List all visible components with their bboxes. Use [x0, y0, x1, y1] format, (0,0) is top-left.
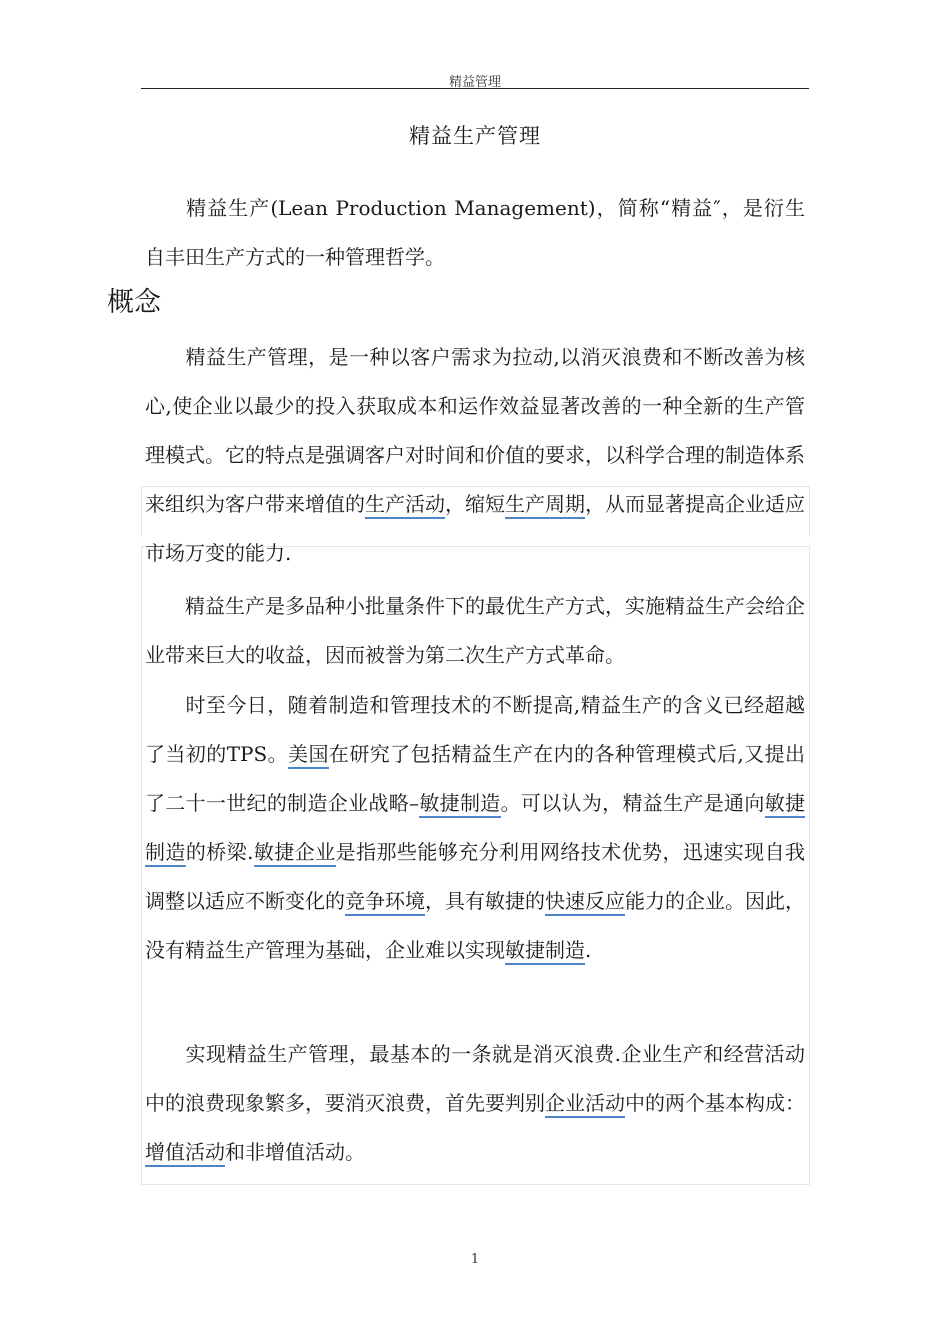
text-run: 中的两个基本构成：	[625, 1091, 805, 1115]
hyperlink[interactable]: 生产活动	[365, 492, 445, 519]
document-title: 精益生产管理	[409, 124, 541, 148]
text-run: 精益生产是多品种小批量条件下的最优生产方式，实施精益生产会给企业带来巨大的收益，因而被誉为第二次生产方式革命。	[145, 594, 805, 667]
page-header: 精益管理	[448, 75, 501, 90]
paragraph-concept-1	[145, 333, 805, 578]
page-number: 1	[470, 1252, 480, 1267]
text-run: 。可以认为，精益生产是通向	[500, 791, 765, 815]
text-run: 和非增值活动。	[225, 1140, 365, 1164]
paragraph-concept-4	[145, 1030, 805, 1177]
hyperlink[interactable]: 快速反应	[545, 889, 625, 916]
hyperlink[interactable]: 敏捷制造	[145, 791, 805, 867]
text-run: 精益生产(Lean Production Management)，简称“精益″，是衍生自丰田生产方式的一种管理哲学。	[145, 196, 805, 269]
text-run: ，缩短	[445, 492, 505, 516]
paragraph-concept-2	[145, 582, 805, 680]
hyperlink[interactable]: 生产周期	[505, 492, 585, 519]
hyperlink[interactable]: 敏捷企业	[254, 840, 336, 867]
text-run: ，从而显著提高企业适应市场万变的能力.	[145, 492, 805, 565]
intro-paragraph	[145, 184, 805, 282]
text-run: 是指那些能够充分利用网络技术优势，迅速实现自我调整以适应不断变化的	[145, 840, 806, 913]
text-run: 在研究了包括精益生产在内的各种管理模式后,又提出了二十一世纪的制造企业战略–	[145, 742, 806, 815]
hyperlink[interactable]: 美国	[288, 742, 329, 769]
hyperlink[interactable]: 企业活动	[545, 1091, 625, 1118]
text-run: 实现精益生产管理，最基本的一条就是消灭浪费.企业生产和经营活动中的浪费现象繁多，要消灭浪费，首先要判别	[145, 1042, 805, 1115]
header-divider	[141, 88, 809, 89]
hyperlink[interactable]: 竞争环境	[345, 889, 425, 916]
section-heading: 概念	[107, 287, 161, 318]
hyperlink[interactable]: 增值活动	[145, 1140, 225, 1167]
text-run: 时至今日，随着制造和管理技术的不断提高,精益生产的含义已经超越了当初的TPS。	[145, 693, 805, 766]
text-run: .	[585, 938, 592, 962]
paragraph-concept-3	[145, 681, 805, 975]
text-run: 的桥梁.	[185, 840, 254, 864]
text-run: 精益生产管理，是一种以客户需求为拉动,以消灭浪费和不断改善为核心,使企业以最少的投入获取成本和运作效益显著改善的一种全新的生产管理模式。它的特点是强调客户对时间和价值的要求，以科学合理的制造体系来组织为客户带来增值的	[145, 345, 805, 516]
text-run: ，具有敏捷的	[425, 889, 545, 913]
text-run: 能力的企业。因此，没有精益生产管理为基础，企业难以实现	[145, 889, 805, 962]
hyperlink[interactable]: 敏捷制造	[505, 938, 585, 965]
hyperlink[interactable]: 敏捷制造	[419, 791, 501, 818]
